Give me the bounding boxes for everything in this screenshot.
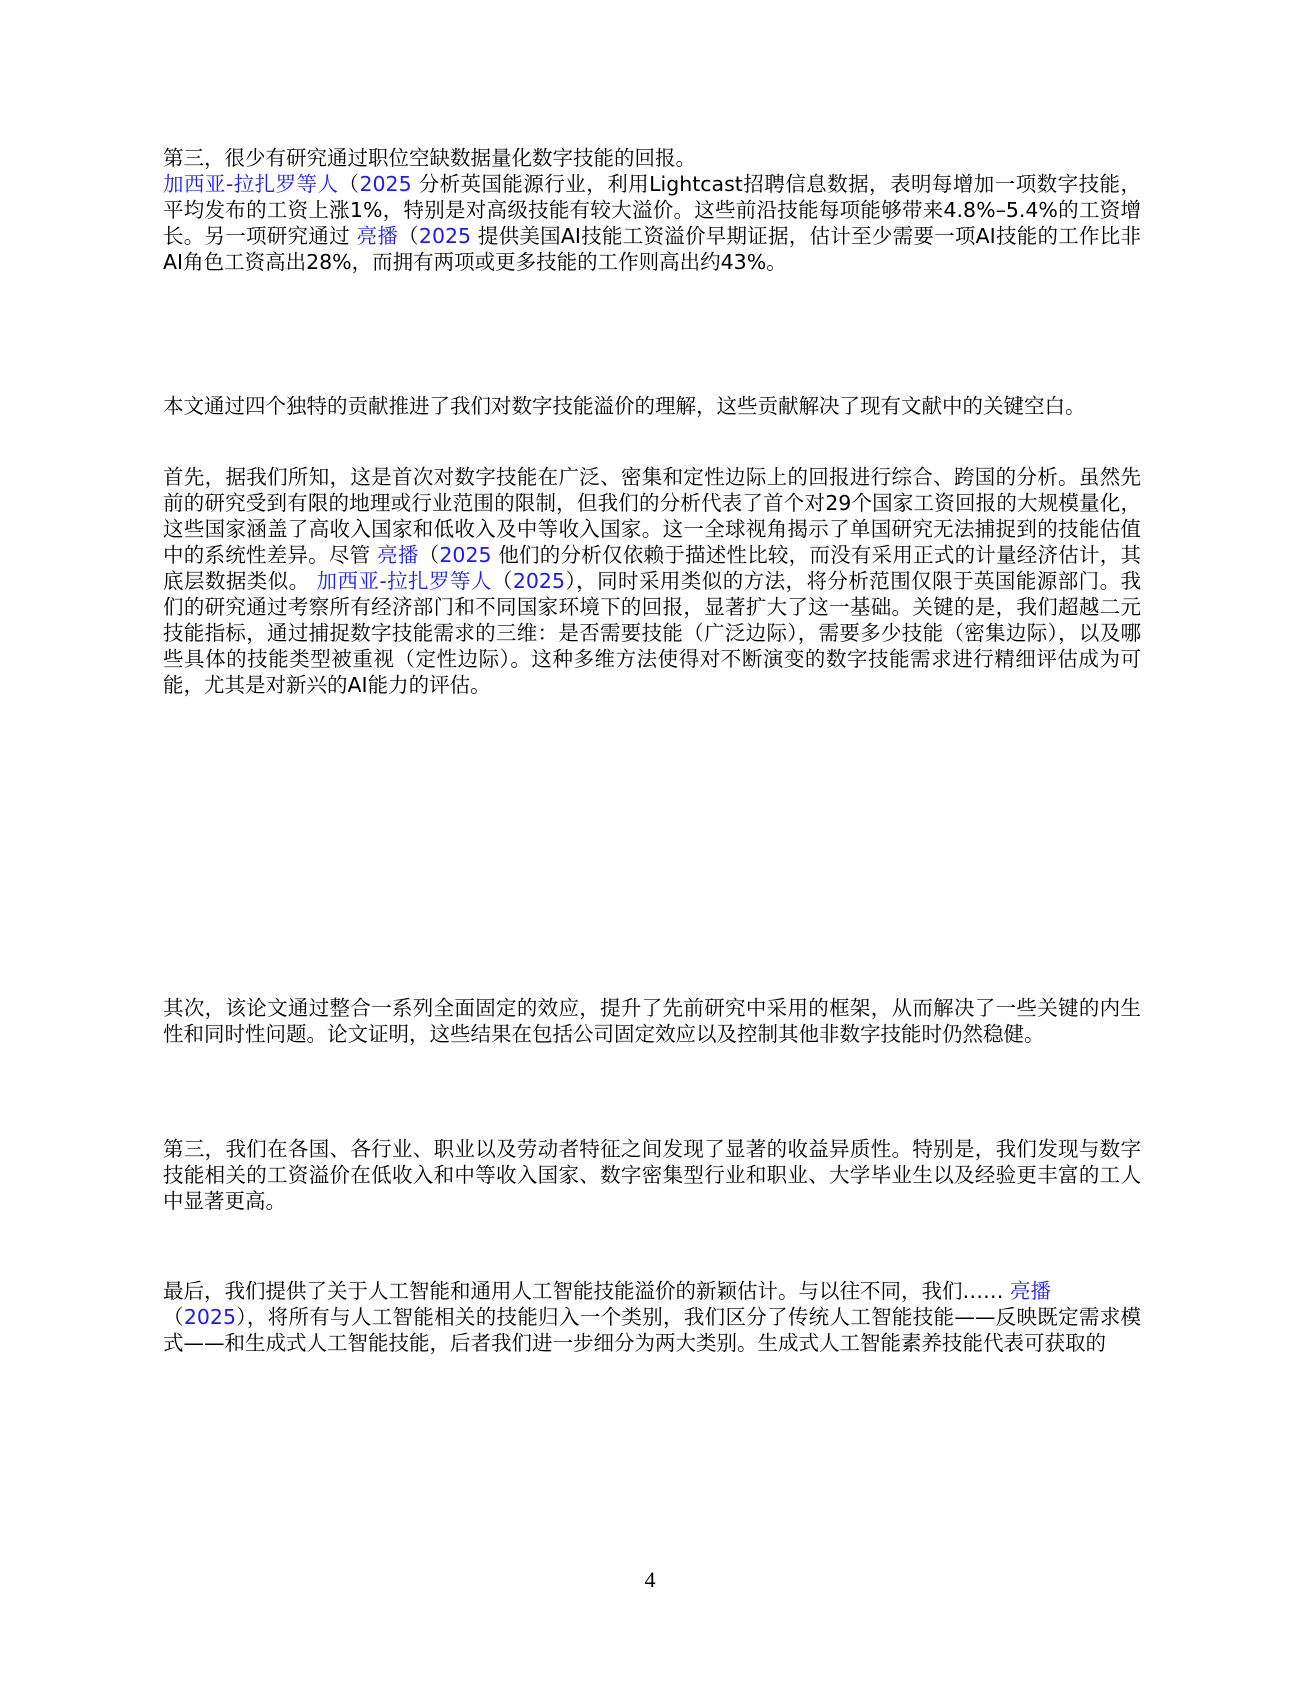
paragraph-text: ），同时采用类似的方法，将分析范围仅限于英国能源部门。我们的研究通过考察所有经济部门和不同国家环境下的回报，显著扩大了这一基础。关键的是，我们超越二元技能指标，通过捕捉数字技能需求的三维：是否需要技能（广泛边际），需要多少技能（密集边际），以及哪些具体的技能类型被重视（定性边际）。这种多维方法使得对不断演变的数字技能需求进行精细评估成为可能，尤其是对新兴的AI能力的评估。 [163, 569, 1142, 697]
paragraph-contributions-intro: 本文通过四个独特的贡献推进了我们对数字技能溢价的理解，这些贡献解决了现有文献中的关键空白。 [163, 394, 1086, 418]
citation-year-link[interactable]: 2025 [439, 543, 492, 567]
paragraph-contribution-first [163, 464, 1141, 698]
paragraph-text: 他们的分析仅依赖于描述性比较，而没有采用正式的计量经济估计，其底层数据类似。 [163, 543, 1142, 593]
citation-link-liangbo[interactable]: 亮播 [1010, 1279, 1052, 1303]
citation-bracket: （ [338, 172, 360, 196]
paragraph-text: 提供美国AI技能工资溢价早期证据，估计至少需要一项AI技能的工作比非AI角色工资高出28%，而拥有两项或更多技能的工作则高出约43%。 [163, 224, 1142, 274]
paragraph-text: 分析英国能源行业，利用Lightcast招聘信息数据，表明每增加一项数字技能，平均发布的工资上涨1%，特别是对高级技能有较大溢价。这些前沿技能每项能够带来4.8%–5.4%的工资增长。另一项研究通过 [163, 172, 1141, 248]
citation-year-link[interactable]: 2025 [512, 569, 565, 593]
citation-year-link[interactable]: 2025 [359, 172, 412, 196]
paragraph-contribution-second: 其次，该论文通过整合一系列全面固定的效应，提升了先前研究中采用的框架，从而解决了一些关键的内生性和同时性问题。论文证明，这些结果在包括公司固定效应以及控制其他非数字技能时仍然稳健。 [163, 996, 1141, 1046]
citation-link-garcia-lazaro[interactable]: 加西亚-拉扎罗等人 [316, 569, 492, 593]
paragraph-text: 最后，我们提供了关于人工智能和通用人工智能技能溢价的新颖估计。与以往不同，我们…… [163, 1279, 1011, 1303]
citation-year-link[interactable]: 2025 [418, 224, 472, 248]
citation-year-link[interactable]: 2025 [183, 1305, 236, 1329]
citation-link-liangbo[interactable]: 亮播 [377, 543, 419, 567]
page-number: 4 [644, 1567, 656, 1592]
paragraph-contribution-fourth [163, 1278, 1141, 1356]
citation-bracket: （ [491, 569, 513, 593]
paragraph-contribution-third: 第三，我们在各国、各行业、职业以及劳动者特征之间发现了显著的收益异质性。特别是，我们发现与数字技能相关的工资溢价在低收入和中等收入国家、数字密集型行业和职业、大学毕业生以及经验更丰富的工人中显著更高。 [163, 1137, 1141, 1213]
paragraph-text: ），将所有与人工智能相关的技能归入一个类别，我们区分了传统人工智能技能——反映既定需求模式——和生成式人工智能技能，后者我们进一步细分为两大类别。生成式人工智能素养技能代表可获取的 [163, 1305, 1142, 1355]
paragraph-text: 首先，据我们所知，这是首次对数字技能在广泛、密集和定性边际上的回报进行综合、跨国的分析。虽然先前的研究受到有限的地理或行业范围的限制，但我们的分析代表了首个对29个国家工资回报的大规模量化，这些国家涵盖了高收入国家和低收入及中等收入国家。这一全球视角揭示了单国研究无法捕捉到的技能估值中的系统性差异。尽管 [163, 465, 1141, 567]
paragraph-heading-line: 第三，很少有研究通过职位空缺数据量化数字技能的回报。 [163, 146, 696, 170]
citation-bracket: （ [163, 1305, 184, 1329]
paragraph-digital-skill-returns [163, 145, 1141, 275]
citation-link-garcia-lazaro[interactable]: 加西亚-拉扎罗等人 [163, 172, 339, 196]
citation-link-liangbo[interactable]: 亮播 [356, 224, 399, 248]
citation-bracket: （ [418, 543, 440, 567]
citation-bracket: （ [398, 224, 419, 248]
